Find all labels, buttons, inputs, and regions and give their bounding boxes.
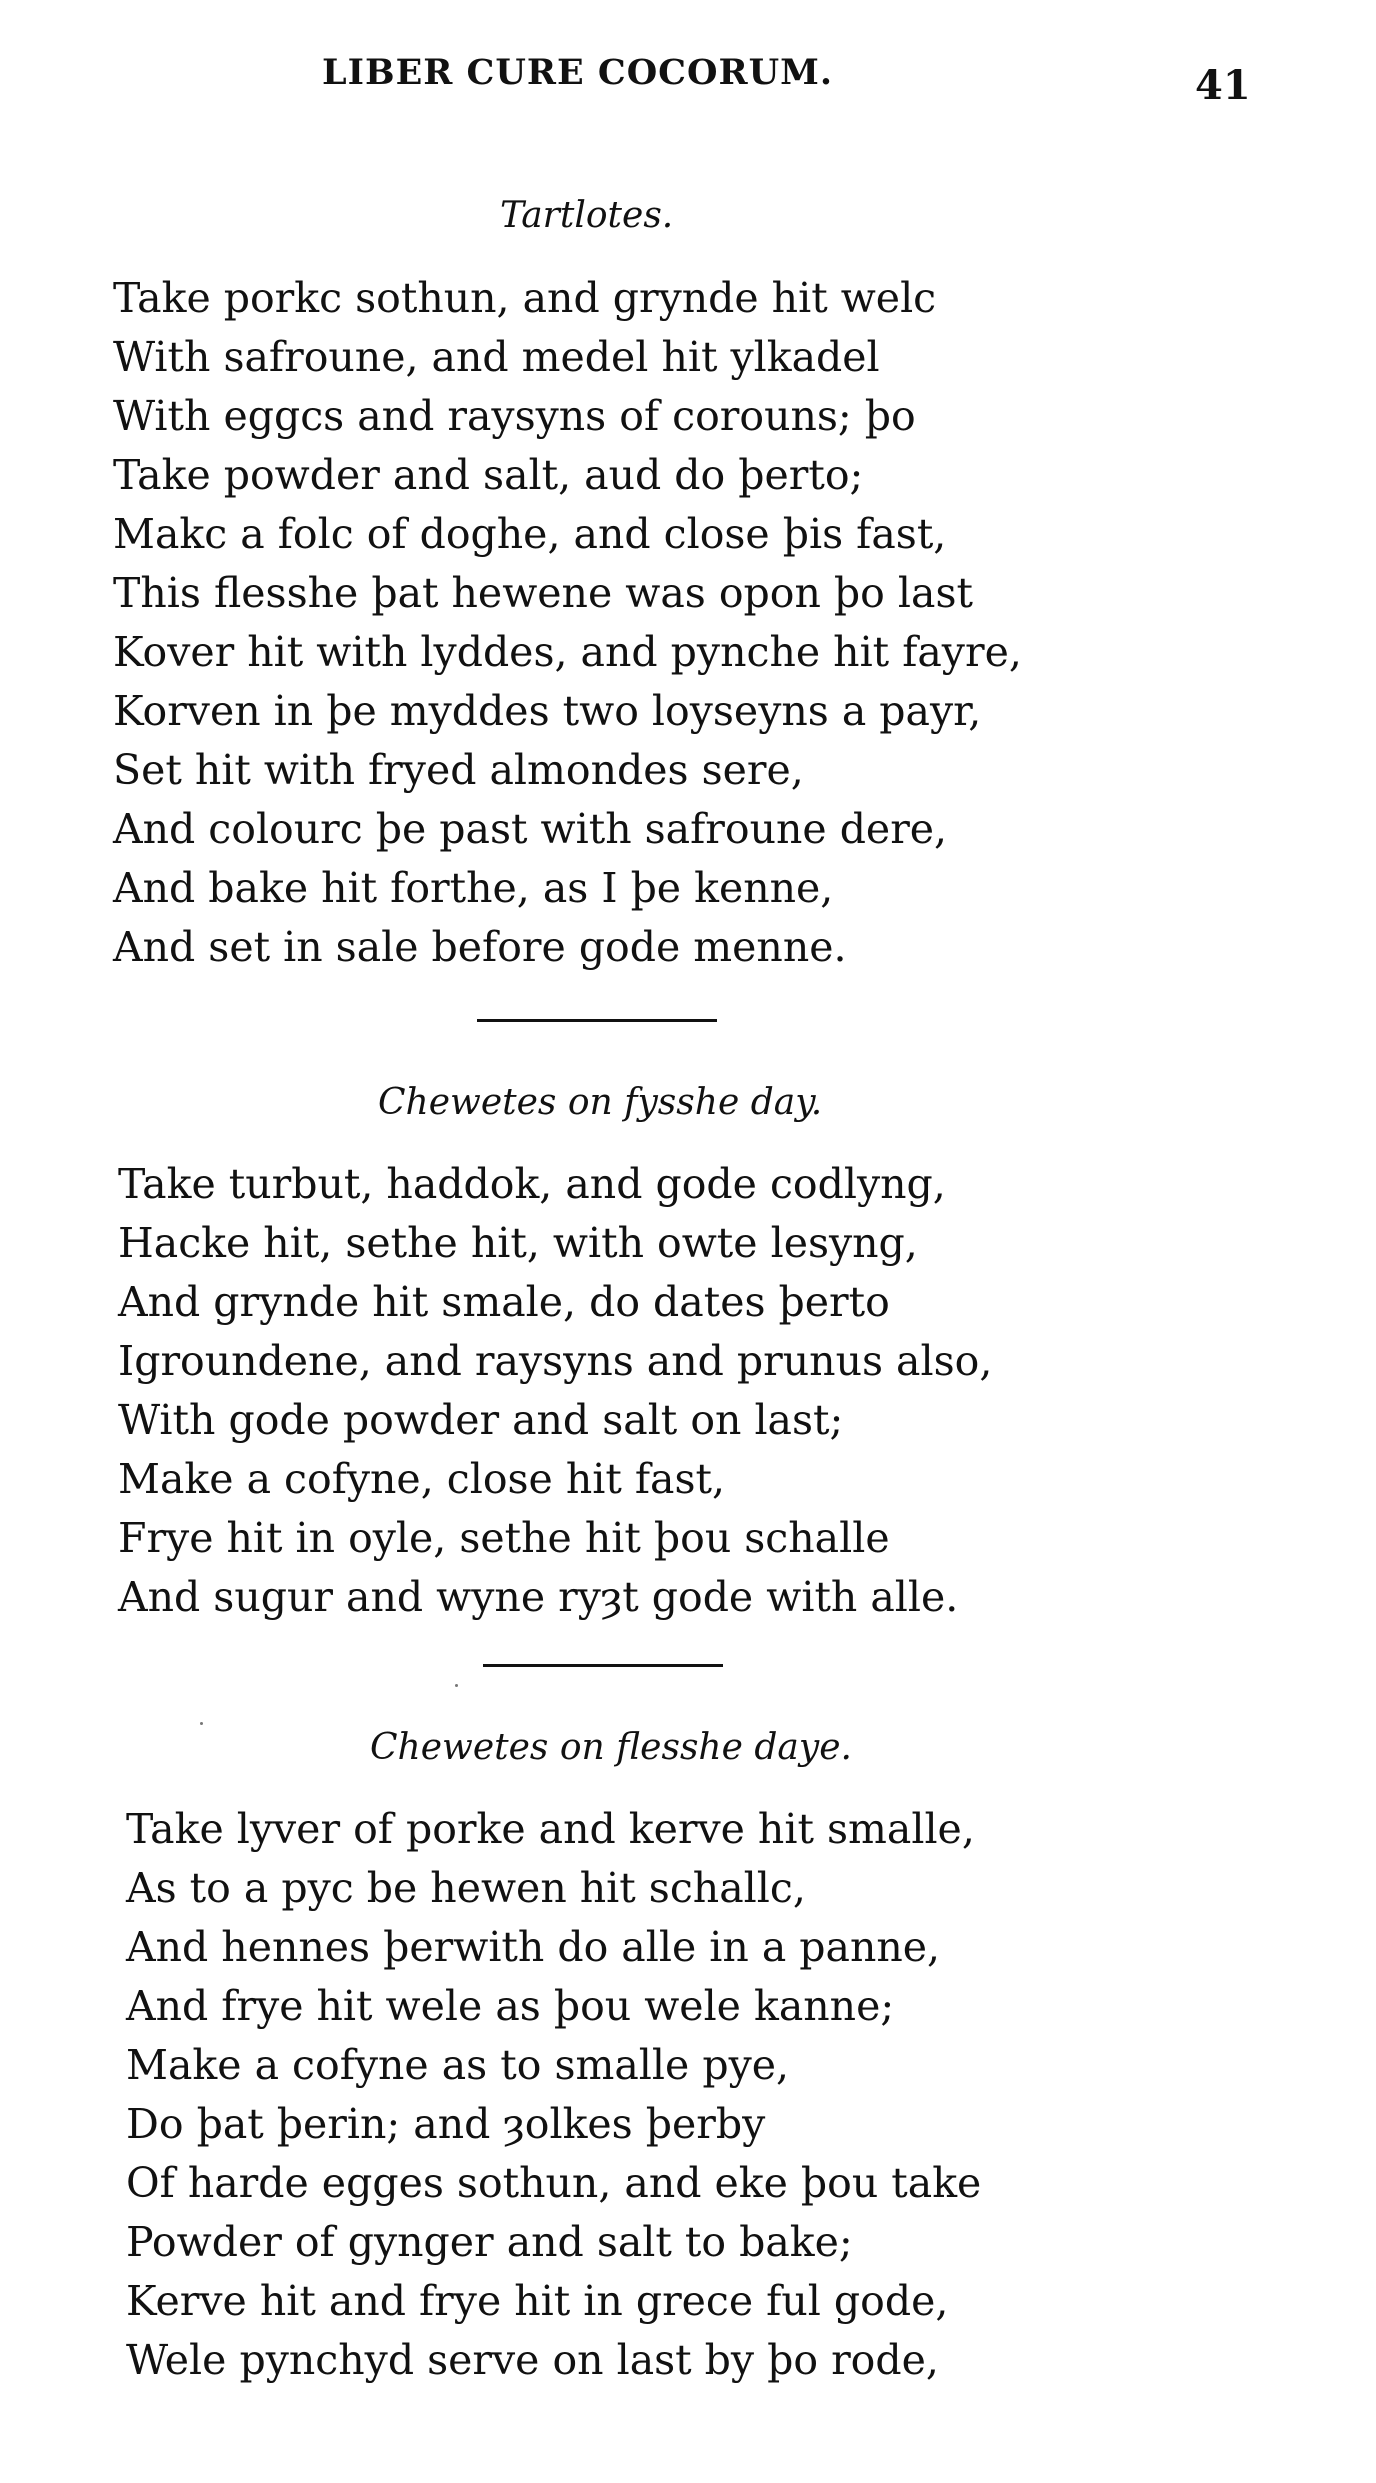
verse-line: This flesshe þat hewene was opon þo last — [113, 569, 973, 617]
verse-line: Make a cofyne, close hit fast, — [118, 1455, 726, 1503]
print-speck — [200, 1722, 203, 1725]
verse-line: Take powder and salt, aud do þerto; — [113, 451, 864, 499]
verse-line: And sugur and wyne ryȝt gode with alle. — [118, 1573, 959, 1621]
verse-line: Do þat þerin; and ȝolkes þerby — [126, 2100, 766, 2148]
verse-line: Igroundene, and raysyns and prunus also, — [118, 1337, 993, 1385]
verse-line: And frye hit wele as þou wele kanne; — [126, 1982, 895, 2030]
verse-line: Frye hit in oyle, sethe hit þou schalle — [118, 1514, 890, 1562]
verse-line: Kover hit with lyddes, and pynche hit fayre, — [113, 628, 1022, 676]
verse-line: And grynde hit smale, do dates þerto — [118, 1278, 890, 1326]
verse-chewetes-fysshe — [118, 1155, 992, 1627]
verse-line: Wele pynchyd serve on last by þo rode, — [126, 2336, 939, 2384]
verse-line: And bake hit forthe, as I þe kenne, — [113, 864, 834, 912]
verse-line: Set hit with fryed almondes sere, — [113, 746, 804, 794]
verse-line: Hacke hit, sethe hit, with owte lesyng, — [118, 1219, 918, 1267]
verse-line: Korven in þe myddes two loyseyns a payr, — [113, 687, 982, 735]
verse-line: Make a cofyne as to smalle pye, — [126, 2041, 790, 2089]
verse-line: Of harde egges sothun, and eke þou take — [126, 2159, 982, 2207]
verse-line: And colourc þe past with safroune dere, — [113, 805, 948, 853]
page-number: 41 — [1195, 62, 1251, 109]
verse-line: With gode powder and salt on last; — [118, 1396, 844, 1444]
recipe-title-chewetes-flesshe: Chewetes on flesshe daye. — [370, 1727, 852, 1768]
verse-line: Take turbut, haddok, and gode codlyng, — [118, 1160, 946, 1208]
verse-line: Take lyver of porke and kerve hit smalle, — [126, 1805, 975, 1853]
section-divider — [477, 1019, 717, 1022]
verse-line: Makc a folc of doghe, and close þis fast, — [113, 510, 947, 558]
section-divider — [483, 1664, 723, 1667]
verse-line: As to a pyc be hewen hit schallc, — [126, 1864, 806, 1912]
running-title: LIBER CURE COCORUM. — [322, 52, 834, 93]
verse-tartlotes — [113, 269, 1022, 977]
verse-line: With eggcs and raysyns of corouns; þo — [113, 392, 916, 440]
verse-line: With safroune, and medel hit ylkadel — [113, 333, 880, 381]
verse-line: Take porkc sothun, and grynde hit welc — [113, 274, 937, 322]
print-speck — [455, 1684, 458, 1687]
verse-line: Powder of gynger and salt to bake; — [126, 2218, 853, 2266]
verse-line: Kerve hit and frye hit in grece ful gode, — [126, 2277, 949, 2325]
recipe-title-tartlotes: Tartlotes. — [500, 195, 674, 236]
recipe-title-chewetes-fysshe: Chewetes on fysshe day. — [378, 1082, 823, 1123]
verse-line: And hennes þerwith do alle in a panne, — [126, 1923, 941, 1971]
verse-line: And set in sale before gode menne. — [113, 923, 847, 971]
verse-chewetes-flesshe — [126, 1800, 981, 2390]
